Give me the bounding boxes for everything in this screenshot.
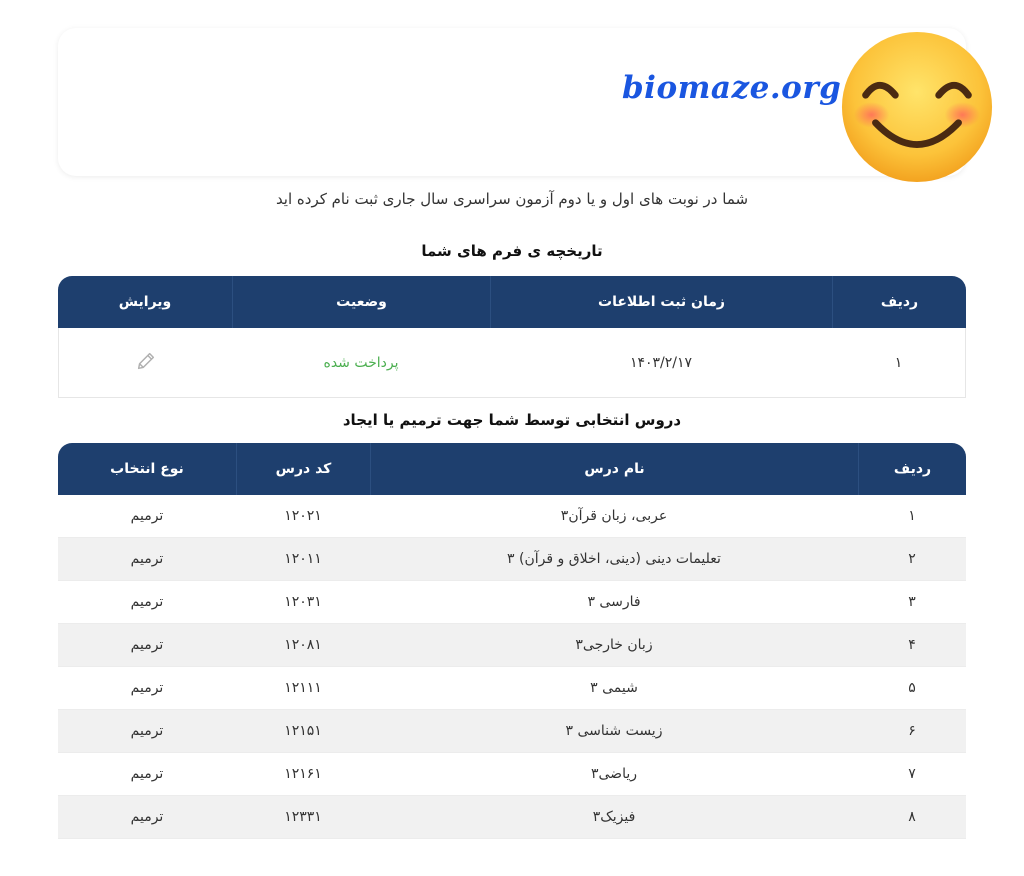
course-code: ۱۲۳۳۱ <box>236 796 370 839</box>
edit-cell[interactable] <box>58 328 232 398</box>
selection-type: ترمیم <box>58 495 236 538</box>
course-code: ۱۲۰۳۱ <box>236 581 370 624</box>
table-row <box>58 495 966 538</box>
watermark-text: biomaze.org <box>622 70 842 106</box>
course-name: زبان خارجی۳ <box>370 624 858 667</box>
row-number: ۴ <box>858 624 966 667</box>
table-row <box>58 328 966 398</box>
registration-notice: شما در نوبت های اول و یا دوم آزمون سراسری سال جاری ثبت نام کرده اید <box>275 190 749 208</box>
col-header-course-code: کد درس <box>236 443 370 495</box>
selection-type: ترمیم <box>58 753 236 796</box>
course-code: ۱۲۱۶۱ <box>236 753 370 796</box>
smiley-face-icon <box>838 28 996 186</box>
course-name: عربی، زبان قرآن۳ <box>370 495 858 538</box>
row-number: ۲ <box>858 538 966 581</box>
history-table <box>58 276 966 398</box>
selection-type: ترمیم <box>58 710 236 753</box>
col-header-status: وضعیت <box>232 276 490 328</box>
table-row <box>58 796 966 839</box>
table-row <box>58 710 966 753</box>
course-code: ۱۲۰۸۱ <box>236 624 370 667</box>
table-row <box>58 667 966 710</box>
row-number: ۷ <box>858 753 966 796</box>
selection-type: ترمیم <box>58 581 236 624</box>
course-code: ۱۲۱۵۱ <box>236 710 370 753</box>
course-name: شیمی ۳ <box>370 667 858 710</box>
table-row <box>58 581 966 624</box>
selection-type: ترمیم <box>58 796 236 839</box>
row-number: ۸ <box>858 796 966 839</box>
courses-table <box>58 443 966 839</box>
selection-type: ترمیم <box>58 667 236 710</box>
col-header-selection-type: نوع انتخاب <box>58 443 236 495</box>
selection-type: ترمیم <box>58 624 236 667</box>
row-number: ۳ <box>858 581 966 624</box>
table-row <box>58 753 966 796</box>
course-name: ریاضی۳ <box>370 753 858 796</box>
course-name: فارسی ۳ <box>370 581 858 624</box>
table-row <box>58 624 966 667</box>
registration-date: ۱۴۰۳/۲/۱۷ <box>490 328 832 398</box>
pencil-icon[interactable] <box>135 350 157 372</box>
course-name: تعلیمات دینی (دینی، اخلاق و قرآن) ۳ <box>370 538 858 581</box>
col-header-row: ردیف <box>858 443 966 495</box>
col-header-row: ردیف <box>832 276 966 328</box>
course-name: فیزیک۳ <box>370 796 858 839</box>
col-header-course-name: نام درس <box>370 443 858 495</box>
course-code: ۱۲۰۲۱ <box>236 495 370 538</box>
history-title: تاریخچه ی فرم های شما <box>421 242 603 260</box>
row-number: ۵ <box>858 667 966 710</box>
course-code: ۱۲۰۱۱ <box>236 538 370 581</box>
row-number: ۶ <box>858 710 966 753</box>
status-badge: پرداخت شده <box>232 328 490 398</box>
courses-title: دروس انتخابی توسط شما جهت ترمیم یا ایجاد <box>342 411 682 429</box>
col-header-edit: ویرایش <box>58 276 232 328</box>
table-row <box>58 538 966 581</box>
selection-type: ترمیم <box>58 538 236 581</box>
col-header-date: زمان ثبت اطلاعات <box>490 276 832 328</box>
row-number: ۱ <box>858 495 966 538</box>
course-name: زیست شناسی ۳ <box>370 710 858 753</box>
course-code: ۱۲۱۱۱ <box>236 667 370 710</box>
row-number: ۱ <box>832 328 966 398</box>
